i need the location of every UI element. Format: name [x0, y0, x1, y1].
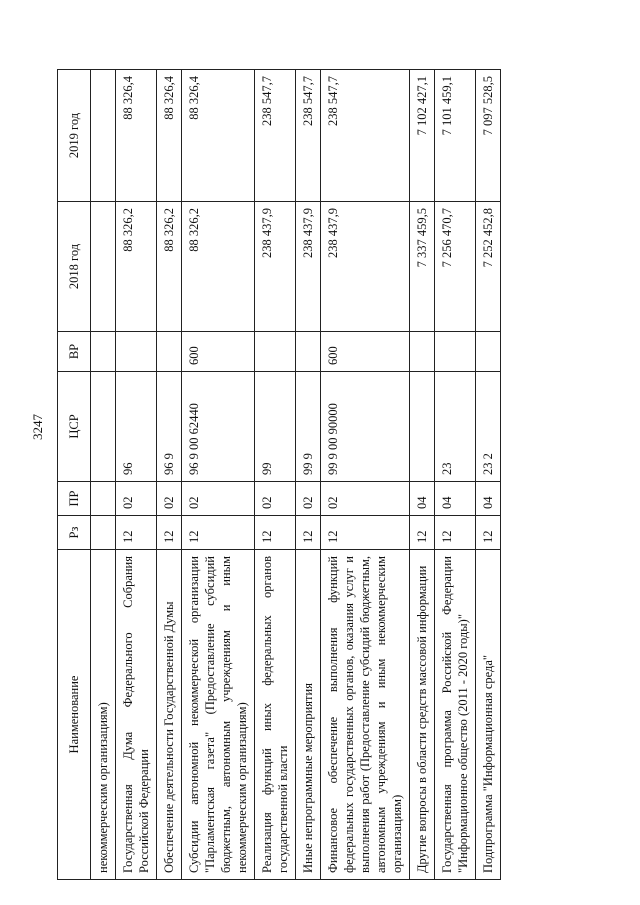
row-2018: 88 326,2 [116, 202, 157, 332]
row-csr: 23 2 [476, 372, 501, 482]
row-pr: 02 [116, 482, 157, 516]
row-csr: 99 9 00 90000 [321, 372, 410, 482]
row-2018: 238 437,9 [321, 202, 410, 332]
row-vr [91, 332, 116, 372]
row-csr: 96 9 [157, 372, 182, 482]
row-vr: 600 [182, 332, 255, 372]
row-csr: 99 9 [296, 372, 321, 482]
row-2018: 88 326,2 [157, 202, 182, 332]
row-2019: 88 326,4 [116, 70, 157, 202]
row-csr: 96 9 00 62440 [182, 372, 255, 482]
row-rz: 12 [182, 516, 255, 550]
row-2019: 7 097 528,5 [476, 70, 501, 202]
table-row [91, 70, 116, 880]
row-2018: 238 437,9 [255, 202, 296, 332]
row-vr [255, 332, 296, 372]
row-name: некоммерческим организациям) [91, 550, 116, 880]
row-rz: 12 [157, 516, 182, 550]
row-2019: 238 547,7 [255, 70, 296, 202]
row-vr [157, 332, 182, 372]
row-2019: 238 547,7 [321, 70, 410, 202]
table-row [476, 70, 501, 880]
row-csr [91, 372, 116, 482]
row-name: Государственная программа Российской Федерации "Информационное общество (2011 - 2020 годы)" [435, 550, 476, 880]
row-2018: 7 337 459,5 [410, 202, 435, 332]
row-2018 [91, 202, 116, 332]
row-2018: 7 256 470,7 [435, 202, 476, 332]
header-csr: ЦСР [58, 372, 91, 482]
row-name: Другие вопросы в области средств массовой информации [410, 550, 435, 880]
header-name: Наименование [58, 550, 91, 880]
row-csr: 99 [255, 372, 296, 482]
row-name: Подпрограмма "Информационная среда" [476, 550, 501, 880]
row-2018: 7 252 452,8 [476, 202, 501, 332]
table-row [435, 70, 476, 880]
row-rz: 12 [296, 516, 321, 550]
table-row [255, 70, 296, 880]
row-pr: 02 [321, 482, 410, 516]
header-rz: Рз [58, 516, 91, 550]
row-pr: 02 [157, 482, 182, 516]
row-2019: 88 326,4 [182, 70, 255, 202]
row-2019: 7 101 459,1 [435, 70, 476, 202]
row-2018: 88 326,2 [182, 202, 255, 332]
row-vr [435, 332, 476, 372]
row-name: Иные непрограммные мероприятия [296, 550, 321, 880]
row-name: Субсидии автономной некоммерческой организации "Парламентская газета" (Предоставление субсидий бюджетным, автономным учреждениям и иным некоммерческим организациям) [182, 550, 255, 880]
row-vr [410, 332, 435, 372]
row-vr [476, 332, 501, 372]
row-name: Финансовое обеспечение выполнения функций федеральных государственных органов, оказания услуг и выполнения работ (Предоставление субсидий бюджетным, автономным учреждениям и иным некоммерческим организациям) [321, 550, 410, 880]
row-2018: 238 437,9 [296, 202, 321, 332]
row-pr: 04 [410, 482, 435, 516]
row-rz: 12 [476, 516, 501, 550]
header-vr: ВР [58, 332, 91, 372]
row-2019 [91, 70, 116, 202]
row-rz: 12 [410, 516, 435, 550]
table-row [321, 70, 410, 880]
row-pr [91, 482, 116, 516]
budget-table [57, 69, 501, 880]
table-row [182, 70, 255, 880]
row-csr: 23 [435, 372, 476, 482]
header-pr: ПР [58, 482, 91, 516]
page-number: 3247 [30, 414, 45, 440]
row-rz: 12 [435, 516, 476, 550]
row-rz: 12 [116, 516, 157, 550]
row-pr: 02 [255, 482, 296, 516]
table-row [296, 70, 321, 880]
table-header-row [58, 70, 91, 880]
table-row [410, 70, 435, 880]
row-name: Государственная Дума Федерального Собрания Российской Федерации [116, 550, 157, 880]
row-rz [91, 516, 116, 550]
row-name: Реализация функций иных федеральных органов государственной власти [255, 550, 296, 880]
row-name: Обеспечение деятельности Государственной Думы [157, 550, 182, 880]
header-2018: 2018 год [58, 202, 91, 332]
row-2019: 7 102 427,1 [410, 70, 435, 202]
header-2019: 2019 год [58, 70, 91, 202]
row-rz: 12 [321, 516, 410, 550]
row-pr: 02 [182, 482, 255, 516]
row-rz: 12 [255, 516, 296, 550]
row-pr: 04 [476, 482, 501, 516]
row-2019: 238 547,7 [296, 70, 321, 202]
row-vr [116, 332, 157, 372]
row-pr: 02 [296, 482, 321, 516]
rotated-page [57, 40, 587, 880]
row-2019: 88 326,4 [157, 70, 182, 202]
row-csr [410, 372, 435, 482]
row-vr: 600 [321, 332, 410, 372]
table-row [116, 70, 157, 880]
row-csr: 96 [116, 372, 157, 482]
row-pr: 04 [435, 482, 476, 516]
table-row [157, 70, 182, 880]
row-vr [296, 332, 321, 372]
